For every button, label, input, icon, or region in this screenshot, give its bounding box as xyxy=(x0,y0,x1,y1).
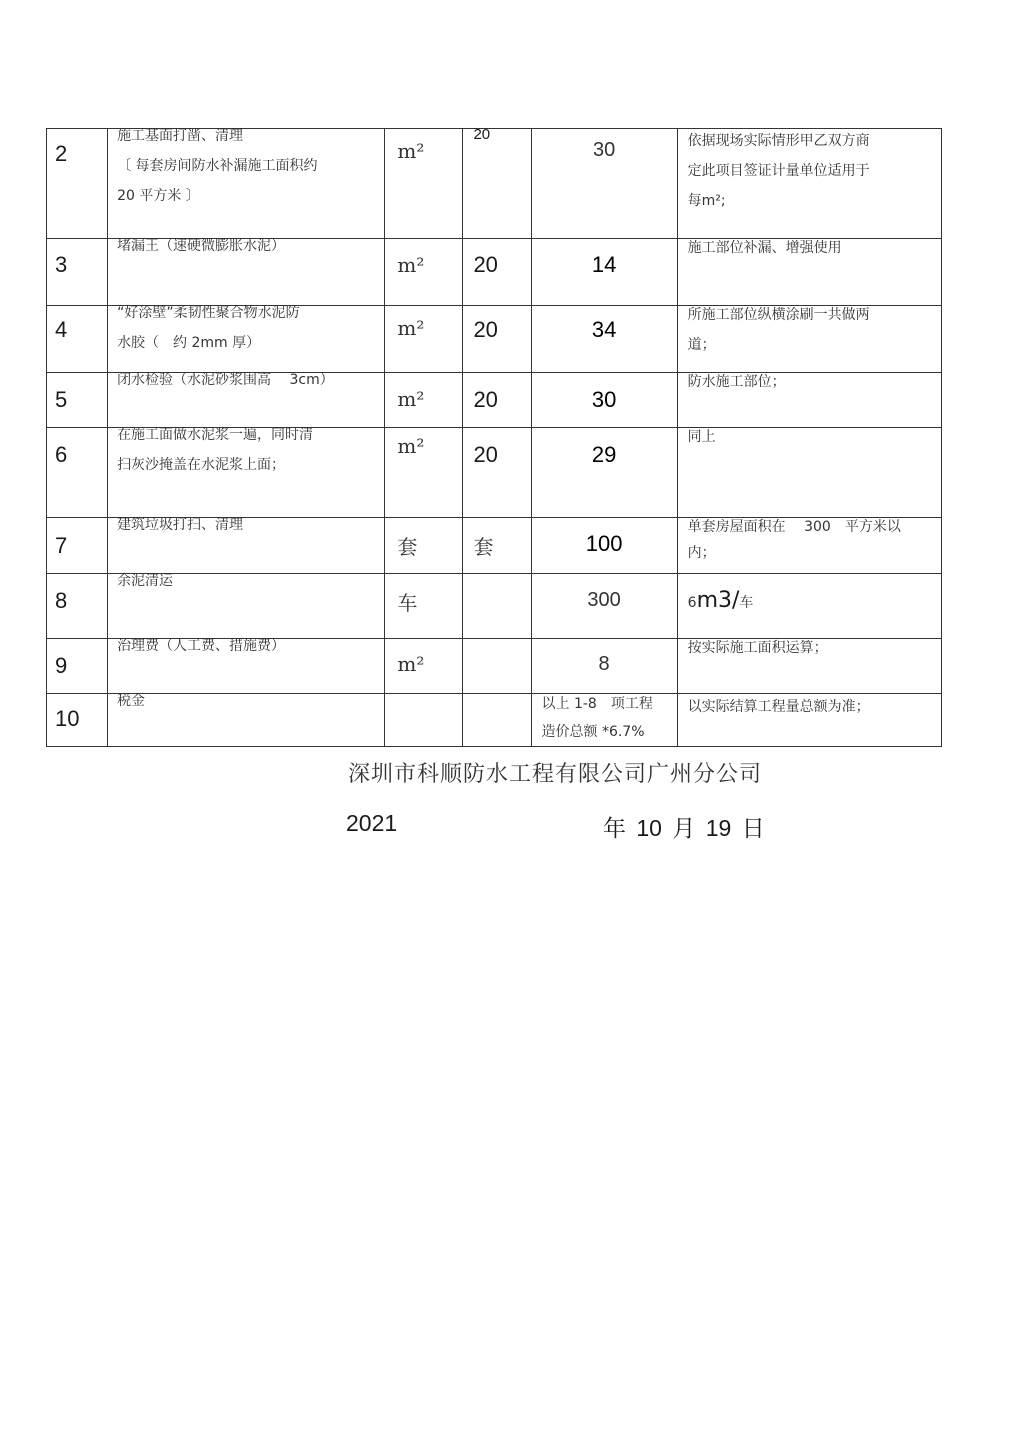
date-month-day: 年 10 月 19 日 xyxy=(603,815,765,841)
note-cell xyxy=(677,639,941,694)
row-number: 6 xyxy=(55,442,68,467)
table-row xyxy=(47,574,942,639)
note-text: 以实际结算工程量总额为准； xyxy=(687,699,870,715)
qty-cell xyxy=(463,428,531,518)
price-cell xyxy=(531,694,677,747)
item-description: 在施工面做水泥浆一遍，同时清 扫灰沙掩盖在水泥浆上面； xyxy=(117,427,314,473)
row-number-cell xyxy=(47,639,108,694)
row-number-cell xyxy=(47,239,108,306)
item-description: 闭水检验（水泥砂浆围高 3cm） xyxy=(117,372,334,388)
qty-value: 20 xyxy=(473,252,498,277)
quotation-table xyxy=(46,128,942,747)
item-description: “好涂壁”柔韧性聚合物水泥防 水胶（ 约 2mm 厚） xyxy=(117,305,300,351)
row-number: 10 xyxy=(55,706,80,731)
row-number-cell xyxy=(47,574,108,639)
note-cell xyxy=(677,428,941,518)
row-number: 3 xyxy=(55,252,68,277)
price-value: 30 xyxy=(592,139,616,161)
price-value: 100 xyxy=(585,531,623,556)
note-text: 同上 xyxy=(687,429,716,445)
qty-value: 20 xyxy=(473,126,491,143)
qty-cell xyxy=(463,574,531,639)
note-text: 所施工部位纵横涂刷一共做两 道； xyxy=(687,307,870,353)
date-year: 2021 xyxy=(346,810,398,836)
row-number-cell xyxy=(47,694,108,747)
qty-cell xyxy=(463,126,531,239)
qty-cell xyxy=(463,639,531,694)
row-number: 9 xyxy=(55,653,68,678)
price-cell xyxy=(531,574,677,639)
row-number-cell xyxy=(47,373,108,428)
item-description: 税金 xyxy=(117,693,146,709)
row-number-cell xyxy=(47,129,108,239)
unit-cell xyxy=(385,574,463,639)
item-description: 治理费（人工费、措施费） xyxy=(117,638,286,654)
table-row xyxy=(47,306,942,373)
table-row xyxy=(47,428,942,518)
item-description: 施工基面打凿、清理 〔 每套房间防水补漏施工面积约 20 平方米 〕 xyxy=(117,128,318,204)
unit-value: 车 xyxy=(397,591,418,615)
table-row xyxy=(47,129,942,239)
note-cell xyxy=(677,694,941,747)
unit-cell xyxy=(385,639,463,694)
unit-value: m² xyxy=(397,434,425,458)
row-number: 2 xyxy=(55,141,68,166)
unit-value: m² xyxy=(397,652,425,676)
note-text: 按实际施工面积运算； xyxy=(687,640,828,656)
note-main: m3/ xyxy=(696,588,740,613)
row-number-cell xyxy=(47,518,108,574)
qty-cell xyxy=(463,239,531,306)
qty-value: 20 xyxy=(473,442,498,467)
row-number-cell xyxy=(47,428,108,518)
item-cell xyxy=(108,129,385,239)
qty-cell xyxy=(463,694,531,747)
unit-cell xyxy=(385,428,463,518)
price-value: 29 xyxy=(591,442,617,467)
unit-value: m² xyxy=(397,139,425,163)
table-row xyxy=(47,239,942,306)
unit-cell xyxy=(385,518,463,574)
note-cell xyxy=(677,129,941,239)
company-name: 深圳市科顺防水工程有限公司广州分公司 xyxy=(348,762,763,787)
note-text: 单套房屋面积在 300 平方米以 内； xyxy=(687,519,901,561)
item-cell xyxy=(108,306,385,373)
price-value: 300 xyxy=(587,589,621,611)
note-suffix: 车 xyxy=(739,595,754,611)
row-number: 4 xyxy=(55,317,68,342)
price-cell xyxy=(531,129,677,239)
unit-value: m² xyxy=(397,387,425,411)
unit-cell xyxy=(385,239,463,306)
unit-value: m² xyxy=(397,253,425,277)
unit-value: 套 xyxy=(397,535,418,559)
price-value: 14 xyxy=(591,252,617,277)
price-value: 8 xyxy=(598,653,610,675)
note-cell xyxy=(677,518,941,574)
price-value: 30 xyxy=(591,387,617,412)
item-description: 建筑垃圾打扫、清理 xyxy=(117,517,244,533)
qty-cell xyxy=(463,373,531,428)
item-description: 堵漏王（速硬微膨胀水泥） xyxy=(117,238,286,254)
price-cell xyxy=(531,428,677,518)
qty-value: 20 xyxy=(473,387,498,412)
unit-cell xyxy=(385,129,463,239)
qty-cell xyxy=(463,518,531,574)
qty-value: 套 xyxy=(473,535,494,559)
row-number: 8 xyxy=(55,588,68,613)
note-text: 依据现场实际情形甲乙双方商 定此项目签证计量单位适用于 每m²; xyxy=(687,133,870,209)
note-text: 防水施工部位； xyxy=(687,374,786,390)
price-cell xyxy=(531,639,677,694)
price-note-text: 以上 1-8 项工程 造价总额 *6.7% xyxy=(541,696,653,740)
row-number-cell xyxy=(47,306,108,373)
price-cell xyxy=(531,306,677,373)
note-cell xyxy=(677,306,941,373)
price-cell xyxy=(531,239,677,306)
note-cell xyxy=(677,373,941,428)
price-cell xyxy=(531,373,677,428)
item-cell xyxy=(108,428,385,518)
unit-cell xyxy=(385,306,463,373)
item-cell xyxy=(108,694,385,747)
item-cell xyxy=(108,574,385,639)
note-cell xyxy=(677,574,941,639)
item-description: 余泥清运 xyxy=(117,573,174,589)
price-cell xyxy=(531,518,677,574)
note-cell xyxy=(677,239,941,306)
note-text: 施工部位补漏、增强使用 xyxy=(687,240,842,256)
note-prefix: 6 xyxy=(687,595,697,611)
note-text xyxy=(688,586,933,618)
row-number: 5 xyxy=(55,387,68,412)
unit-value: m² xyxy=(397,316,425,340)
unit-cell xyxy=(385,373,463,428)
price-value: 34 xyxy=(591,317,617,342)
table-row xyxy=(47,694,942,747)
row-number: 7 xyxy=(55,533,68,558)
qty-value: 20 xyxy=(473,317,498,342)
unit-cell xyxy=(385,694,463,747)
item-cell xyxy=(108,239,385,306)
qty-cell xyxy=(463,306,531,373)
